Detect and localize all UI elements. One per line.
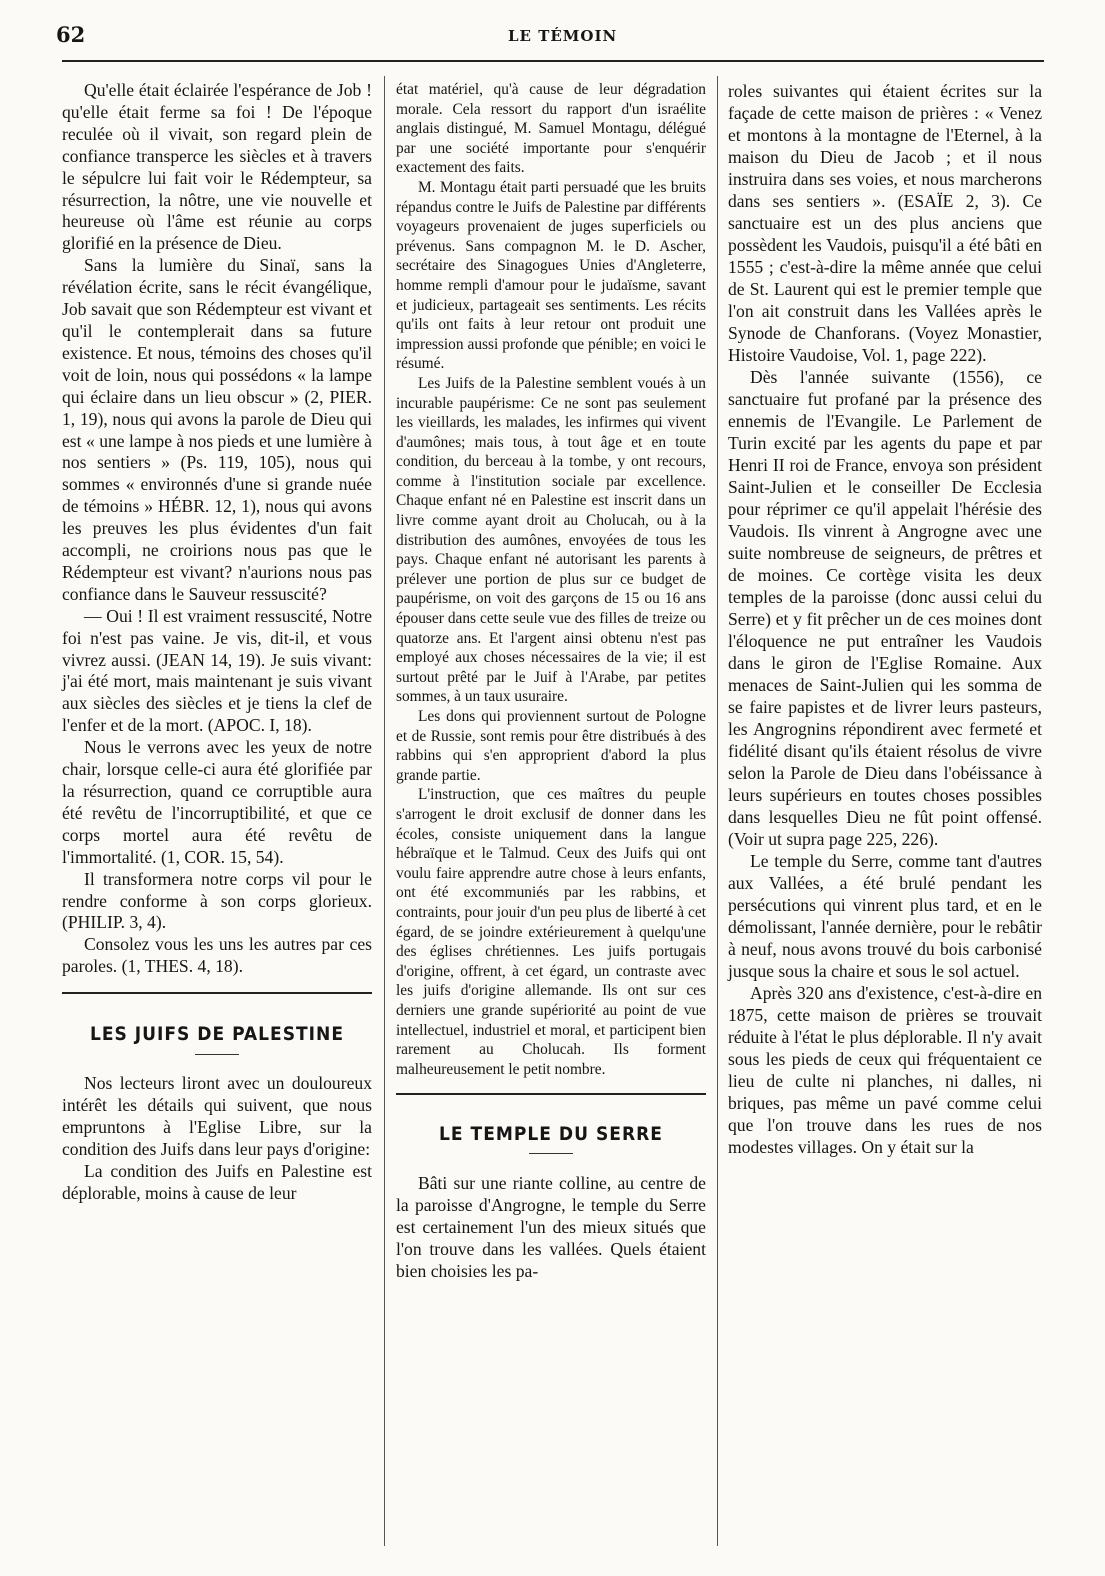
column-divider <box>717 76 718 1546</box>
paragraph: Les dons qui proviennent surtout de Pologne et de Russie, sont remis pour être distribués à des rabbins qui s'en approprient d'abord la plus grande partie. <box>396 708 706 784</box>
column-1 <box>62 80 372 1205</box>
section-rule <box>396 1093 706 1095</box>
paragraph: Nos lecteurs liront avec un douloureux intérêt les détails qui suivent, que nous empruntons à l'Eglise Libre, sur la condition des Juifs dans leur pays d'origine: <box>62 1073 372 1159</box>
paragraph: L'instruction, que ces maîtres du peuple s'arrogent le droit exclusif de donner dans les écoles, consiste uniquement dans la langue hébraïque et le Talmud. Ceux des Juifs qui ont voulu faire apprendre autre chose à leurs enfants, ont été excommuniés par les rabbins, et contraints, pour jouir d'un peu plus de liberté à cet égard, de se joindre extérieurement à quelqu'une des églises chrétiennes. Les juifs portugais d'origine, offrent, à cet égard, un contraste avec les juifs d'origine allemande. Ils ont sur ces derniers une grande supériorité au point de vue intellectuel, industriel et moral, et participent bien rarement au Cholucah. Ils forment malheureusement le petit nombre. <box>396 786 706 1078</box>
paragraph: Nous le verrons avec les yeux de notre chair, lorsque celle-ci aura été glorifiée par la résurrection, quand ce corruptible aura été revêtu de l'incorruptibilité, et que ce corps mortel aura été revêtu de l'immortalité. (1, COR. 15, 54). <box>62 737 372 867</box>
paragraph: La condition des Juifs en Palestine est déplorable, moins à cause de leur <box>62 1160 372 1203</box>
paragraph: Consolez vous les uns les autres par ces paroles. (1, THES. 4, 18). <box>62 934 372 977</box>
section-title: LES JUIFS DE PALESTINE <box>89 1023 345 1046</box>
paragraph: état matériel, qu'à cause de leur dégradation morale. Cela ressort du rapport d'un israélite anglais distingué, M. Samuel Montagu, délégué par une société importante pour s'enquérir exactement des faits. <box>396 81 706 177</box>
page-header <box>0 0 1105 66</box>
page-number: 62 <box>56 22 86 47</box>
paragraph: Il transformera notre corps vil pour le rendre conforme à son corps glorieux. (PHILIP. 3, 4). <box>62 868 372 933</box>
column-3 <box>728 80 1042 1158</box>
title-dash <box>195 1054 239 1055</box>
paragraph: Bâti sur une riante colline, au centre de la paroisse d'Angrogne, le temple du Serre est certainement l'un des mieux situés que l'on trouve dans les vallées. Quels étaient bien choisies les pa- <box>396 1172 706 1281</box>
paragraph: Le temple du Serre, comme tant d'autres aux Vallées, a été brulé pendant les persécutions qui vinrent plus tard, et en le démolissant, l'année dernière, pour le rebâtir à neuf, nous avons trouvé du bois carbonisé jusque sous la chaire et sous le sol actuel. <box>728 851 1042 981</box>
paragraph: — Oui ! Il est vraiment ressuscité, Notre foi n'est pas vaine. Je vis, dit-il, et vous vivrez aussi. (JEAN 14, 19). Je suis vivant: j'ai été mort, mais maintenant je suis vivant aux siècles des siècles et je tiens la clef de l'enfer et de la mort. (APOC. I, 18). <box>62 605 372 736</box>
section-rule <box>62 992 372 994</box>
paragraph: Les Juifs de la Palestine semblent voués à un incurable paupérisme: Ce ne sont pas seulement les vieillards, les malades, les infirmes qui vivent d'aumônes; mais tous, à tout âge et en toute condition, du berceau à la tombe, y ont recours, comme à l'institution sociale par excellence. Chaque enfant né en Palestine est inscrit dans un livre comme ayant droit au Cholucah, ou à la distribution des aumônes, envoyées de tous les pays. Chaque enfant né autorisant les parents à prélever une portion de plus sur ce budget de paupérisme, on voit des garçons de 15 ou 16 ans épouser dans cette seule vue des filles de treize ou quatorze ans. Et l'argent ainsi obtenu n'est pas employé aux choses nécessaires de la vie; il est surtout prêté par le Juif à l'Arabe, par petites sommes, à un taux usuraire. <box>396 374 706 706</box>
paragraph: Sans la lumière du Sinaï, sans la révélation écrite, sans le récit évangélique, Job savait que son Rédempteur est vivant et qu'il le contemplerait dans sa future existence. Et nous, témoins des choses qu'il voit de loin, nous qui possédons « la lampe qui éclaire dans un lieu obscur » (2, PIER. 1, 19), nous qui avons la parole de Dieu qui est « une lampe à nos pieds et une lumière à nos sentiers » (Ps. 119, 105), nous qui sommes « environnés d'une si grande nuée de témoins » HÉBR. 12, 1), nous qui avons les preuves les plus évidentes d'un fait accompli, ne croirions nous pas que le Rédempteur est vivant? n'aurions nous pas confiance dans le Sauveur ressuscité? <box>62 255 372 604</box>
paragraph: Après 320 ans d'existence, c'est-à-dire en 1875, cette maison de prières se trouvait réduite à l'état le plus déplorable. Il n'y avait sous les pieds de ceux qui fréquentaient ce lieu de culte ni planches, ni dalles, ni briques, pas même un pavé comme celui que l'on trouve dans les rues de nos modestes villages. On y était sur la <box>728 983 1042 1157</box>
paragraph: Dès l'année suivante (1556), ce sanctuaire fut profané par la présence des ennemis de l'Evangile. Le Parlement de Turin excité par les agents du pape et par Henri II roi de France, envoya son président Saint-Julien et le conseiller De Ecclesia pour réprimer ce qu'il appelait l'hérésie des Vaudois. Ils vinrent à Angrogne avec une suite nombreuse de seigneurs, de prêtres et de moines. Ce cortège visita les deux temples de la paroisse (donc aussi celui du Serre) et y fit prêcher un de ces moines dont l'éloquence ne put entraîner les Vaudois dans le giron de l'Eglise Romaine. Aux menaces de Saint-Julien qui les somma de se faire papistes et de livrer leurs pasteurs, les Angrognins répondirent avec fermeté et fidélité disant qu'ils étaient résolus de vivre selon la Parole de Dieu dans l'obéissance à leurs supérieurs en toutes choses possibles dans lesquelles Dieu ne fût point offensé. (Voir ut supra page 225, 226). <box>728 367 1042 849</box>
section-title: LE TEMPLE DU SERRE <box>439 1123 663 1146</box>
paragraph: Qu'elle était éclairée l'espérance de Job ! qu'elle était ferme sa foi ! De l'époque reculée où il vivait, son regard plein de confiance transperce les siècles et à travers le sépulcre lui fait voir le Rédempteur, sa résurrection, la nôtre, une vie nouvelle et heureuse où l'âme est réunie au corps glorifié en la présence de Dieu. <box>62 80 372 254</box>
header-rule <box>62 60 1044 62</box>
column-divider <box>384 76 385 1546</box>
paragraph: roles suivantes qui étaient écrites sur la façade de cette maison de prières : « Venez et montons à la montagne de l'Eternel, à la maison du Dieu de Jacob ; et il nous instruira dans ses voies, et nous marcherons dans ses sentiers ». (ESAÏE 2, 3). Ce sanctuaire est un des plus anciens que possèdent les Vaudois, puisqu'il a été bâti en 1555 ; c'est-à-dire la même année que celui de St. Laurent qui est le premier temple que l'on ait construit dans les Vallées après le Synode de Chanforans. (Voyez Monastier, Histoire Vaudoise, Vol. 1, page 222). <box>728 81 1042 365</box>
paragraph: M. Montagu était parti persuadé que les bruits répandus contre le Juifs de Palestine par différents voyageurs provenaient de juges superficiels ou prévenus. Sans compagnon M. le D. Ascher, secrétaire des Sinagogues Unies d'Angleterre, homme rempli d'amour pour le judaïsme, savant et judicieux, partageait ses sentiments. Les récits qu'ils ont faits à leur retour ont produit une impression aussi profonde que pénible; en voici le résumé. <box>396 178 706 373</box>
running-title: LE TÉMOIN <box>508 27 618 45</box>
title-dash <box>529 1153 573 1154</box>
column-2 <box>396 80 706 1282</box>
